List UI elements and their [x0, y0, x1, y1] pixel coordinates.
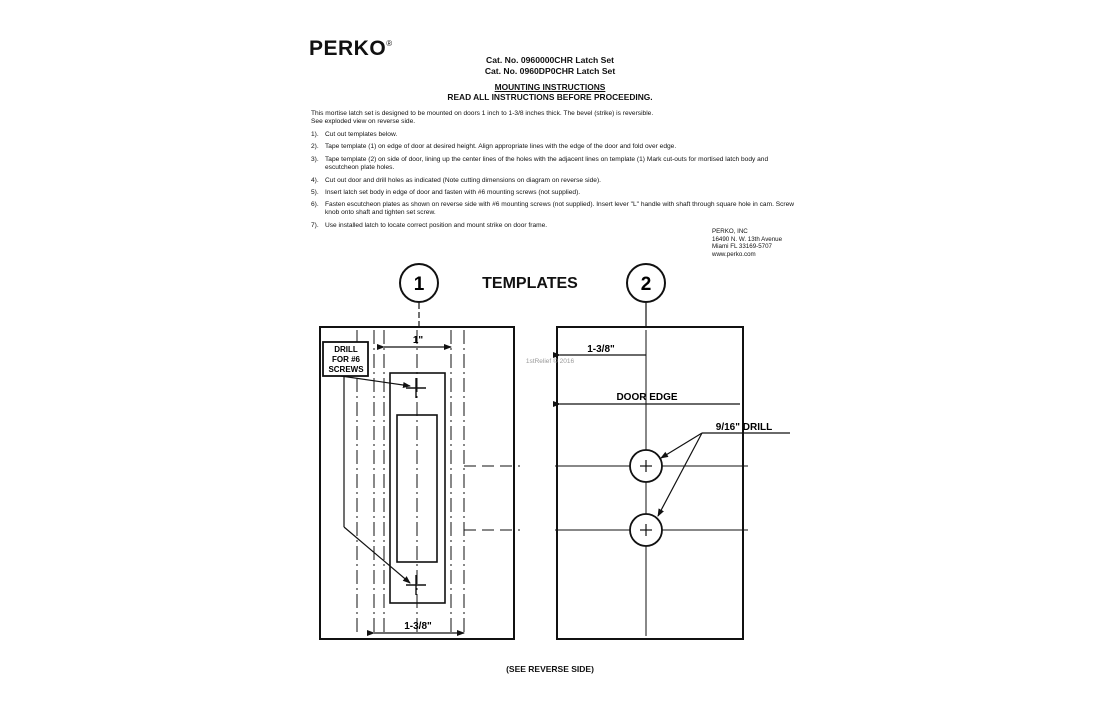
catalog-number-1: Cat. No. 0960000CHR Latch Set: [486, 55, 614, 65]
step-2: 2). Tape template (1) on edge of door at desired height. Align appropriate lines with the edge of the door and fold over edge.: [311, 143, 677, 150]
svg-text:1: 1: [413, 274, 425, 295]
template-2-number: [627, 264, 665, 302]
step-6: 6). Fasten escutcheon plates as shown on reverse side with #6 mounting screws (not supplied). Insert lever "L" handle with shaft through square hole in cam. Screw knob onto shaft and tighten set screw.: [311, 201, 795, 216]
intro-line-2: See exploded view on reverse side.: [311, 118, 416, 125]
intro-line-1: This mortise latch set is designed to be mounted on doors 1 inch to 1-3/8 inches thick. The bevel (strike) is reversible.: [311, 110, 654, 117]
catalog-number-2: Cat. No. 0960DP0CHR Latch Set: [484, 66, 616, 76]
address-company: PERKO, INC: [712, 228, 748, 235]
perko-logo: PERKO®: [309, 37, 393, 60]
step-4: 4). Cut out door and drill holes as indicated (Note cutting dimensions on diagram on reverse side).: [311, 177, 601, 184]
address-web: www.perko.com: [712, 250, 756, 258]
drill-label-line-1: DRILL: [334, 345, 358, 354]
step-3: 3). Tape template (2) on side of door, lining up the center lines of the holes with the adjacent lines on template (1) Mark cut-outs for mortised latch body and escutcheon plate holes.: [311, 156, 769, 171]
address-street: 16490 N. W. 13th Avenue: [712, 235, 783, 243]
template-1-bottom-dimension: 1-3/8": [404, 621, 432, 632]
read-all-instructions: READ ALL INSTRUCTIONS BEFORE PROCEEDING.: [447, 92, 653, 102]
address-city: Miami FL 33169-5707: [712, 243, 772, 251]
step-5: 5). Insert latch set body in edge of door and fasten with #6 mounting screws (not supplied).: [311, 189, 581, 196]
see-reverse-side: (SEE REVERSE SIDE): [506, 664, 594, 674]
template-1-top-dimension: 1": [412, 335, 424, 346]
drill-label-line-2: FOR #6: [331, 355, 361, 364]
templates-title: TEMPLATES: [482, 275, 578, 292]
step-1: 1). Cut out templates below.: [311, 131, 398, 138]
template-1-number: [400, 264, 438, 302]
door-edge-label: DOOR EDGE: [616, 392, 678, 403]
mounting-instructions-heading: MOUNTING INSTRUCTIONS: [494, 82, 606, 92]
template-2-dimension: 1-3/8": [587, 344, 615, 355]
drill-label-line-3: SCREWS: [328, 365, 364, 374]
drill-916-label: 9/16" DRILL: [715, 422, 773, 433]
watermark: 1stRelief © 2016: [525, 358, 575, 365]
svg-text:2: 2: [640, 274, 652, 295]
step-7: 7). Use installed latch to locate correct position and mount strike on door frame.: [311, 222, 548, 229]
template-2: [555, 327, 790, 639]
